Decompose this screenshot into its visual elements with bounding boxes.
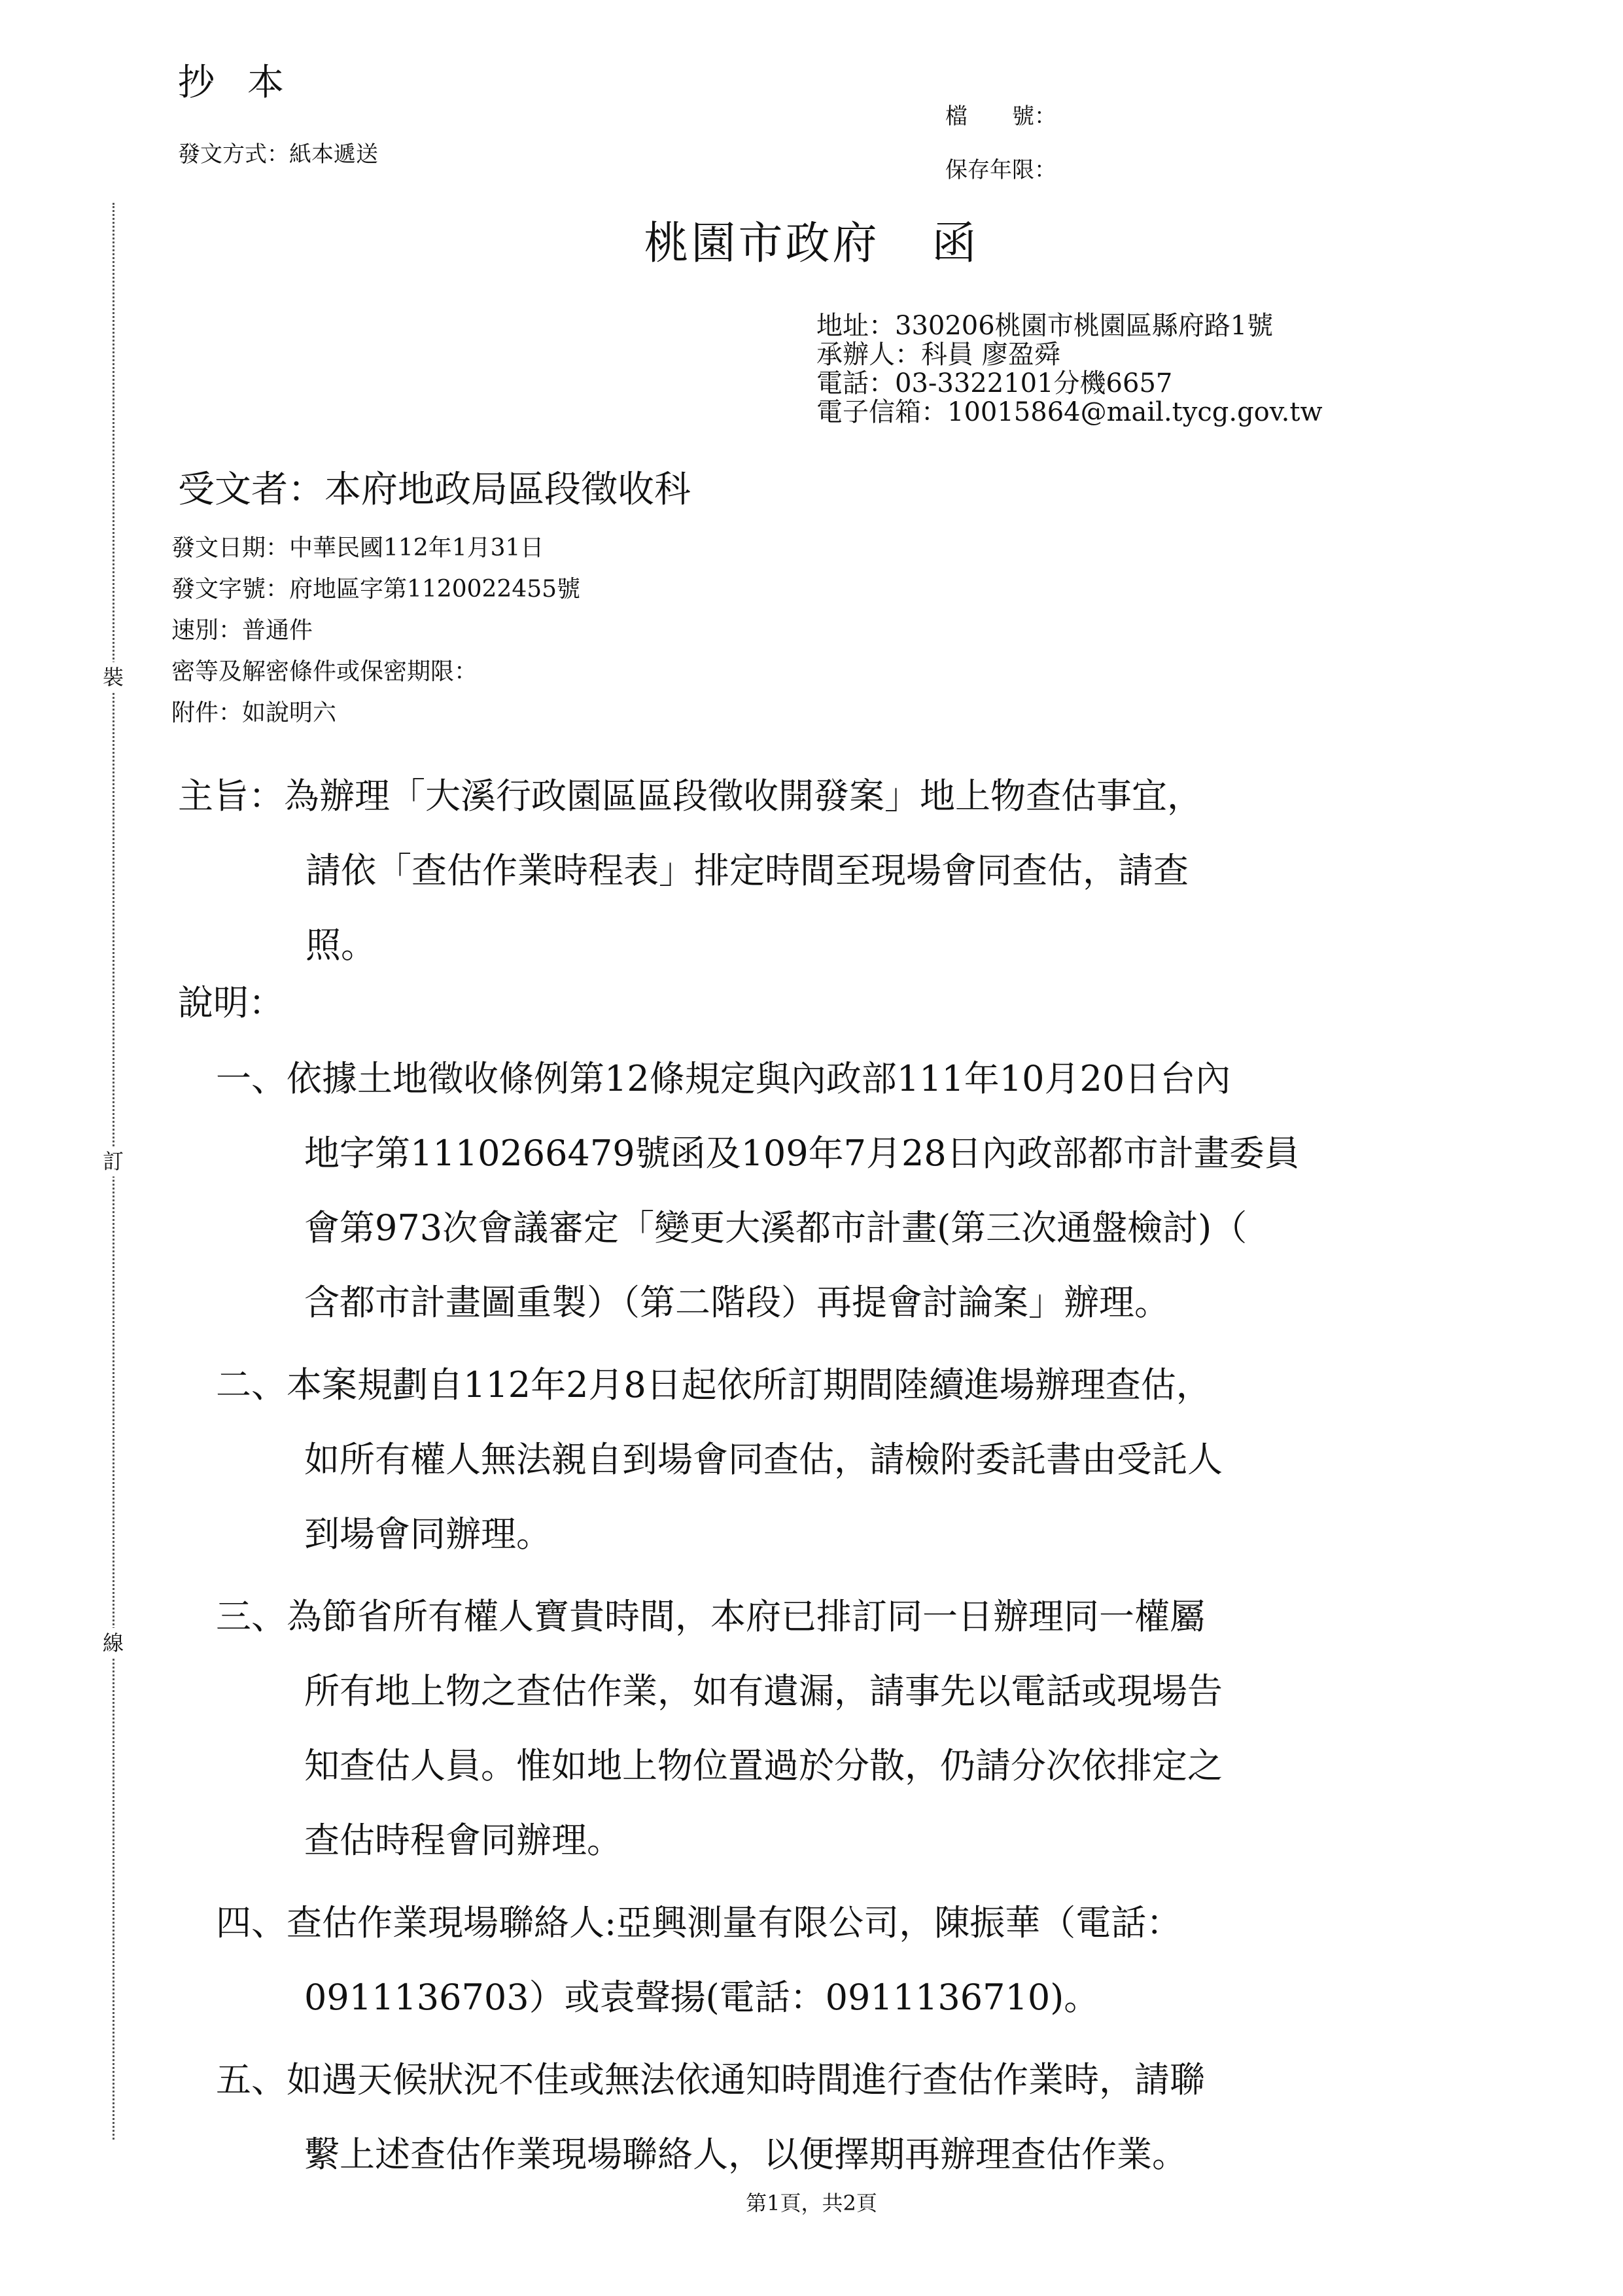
subject-line: 請依「查估作業時程表」排定時間至現場會同查估，請查 <box>305 850 1189 891</box>
subject <box>178 759 1202 983</box>
attachment: 附件：如說明六 <box>171 699 337 726</box>
explanation-item-1 <box>216 1042 1300 1340</box>
explanation-title: 說明： <box>178 982 284 1023</box>
explanation-item-2 <box>216 1348 1300 1572</box>
explanation-item-5 <box>216 2043 1300 2192</box>
recipient: 受文者：本府地政局區段徵收科 <box>178 468 691 511</box>
explanation-line: 一、依據土地徵收條例第12條規定與內政部111年10月20日台內 <box>216 1058 1231 1099</box>
copy-mark: 抄本 <box>178 62 317 104</box>
reference-number: 發文字號：府地區字第1120022455號 <box>171 576 581 603</box>
explanation-line: 二、本案規劃自112年2月8日起依所訂期間陸續進場辦理查估， <box>216 1364 1212 1405</box>
explanation-line: 知查估人員。惟如地上物位置過於分散，仍請分次依排定之 <box>304 1745 1223 1786</box>
explanation-line: 查估時程會同辦理。 <box>304 1820 622 1861</box>
binding-mark-zhuang: 裝 <box>98 662 128 692</box>
explanation-line: 會第973次會議審定「變更大溪都市計畫(第三次通盤檢討)（ <box>304 1207 1248 1248</box>
explanation-line: 五、如遇天候狀況不佳或無法依通知時間進行查估作業時，請聯 <box>216 2059 1205 2100</box>
explanation-line: 所有地上物之查估作業，如有遺漏，請事先以電話或現場告 <box>304 1670 1223 1712</box>
contact-email: 電子信箱：10015864@mail.tycg.gov.tw <box>816 397 1323 427</box>
contact-address: 地址：330206桃園市桃園區縣府路1號 <box>816 311 1274 341</box>
issue-date: 發文日期：中華民國112年1月31日 <box>171 535 544 561</box>
binding-mark-ding: 訂 <box>98 1146 128 1176</box>
explanation-list <box>216 1042 1300 2200</box>
explanation-item-4 <box>216 1886 1300 2035</box>
subject-line: 主旨：為辦理「大溪行政園區區段徵收開發案」地上物查估事宜， <box>178 775 1202 817</box>
explanation-line: 0911136703）或袁聲揚(電話：0911136710)。 <box>304 1977 1100 2018</box>
file-number-label: 檔 號： <box>945 103 1056 130</box>
explanation-line: 四、查估作業現場聯絡人:亞興測量有限公司，陳振華（電話： <box>216 1902 1182 1943</box>
secrecy-level: 密等及解密條件或保密期限： <box>171 658 478 685</box>
explanation-line: 含都市計畫圖重製）（第二階段）再提會討論案」辦理。 <box>304 1282 1170 1323</box>
explanation-line: 三、為節省所有權人寶貴時間，本府已排訂同一日辦理同一權屬 <box>216 1596 1205 1637</box>
issuing-organization: 桃園市政府 <box>644 218 880 270</box>
send-method: 發文方式：紙本遞送 <box>178 141 378 168</box>
explanation-line: 如所有權人無法親自到場會同查估，請檢附委託書由受託人 <box>304 1439 1223 1480</box>
contact-block <box>816 311 1323 427</box>
document-title <box>0 208 1623 272</box>
retention-period-label: 保存年限： <box>945 157 1056 183</box>
contact-phone: 電話：03-3322101分機6657 <box>816 368 1173 398</box>
document-meta <box>171 527 580 733</box>
explanation-line: 到場會同辦理。 <box>304 1513 551 1555</box>
urgency: 速別：普通件 <box>171 617 313 644</box>
document-type: 函 <box>932 218 979 270</box>
explanation-item-3 <box>216 1580 1300 1878</box>
subject-line: 照。 <box>305 925 376 966</box>
page-number: 第1頁，共2頁 <box>746 2191 877 2216</box>
binding-mark-xian: 線 <box>98 1628 128 1658</box>
contact-handler: 承辦人：科員 廖盈舜 <box>816 340 1060 370</box>
explanation-line: 繫上述查估作業現場聯絡人，以便擇期再辦理查估作業。 <box>304 2134 1187 2175</box>
explanation-line: 地字第1110266479號函及109年7月28日內政部都市計畫委員 <box>304 1133 1300 1174</box>
